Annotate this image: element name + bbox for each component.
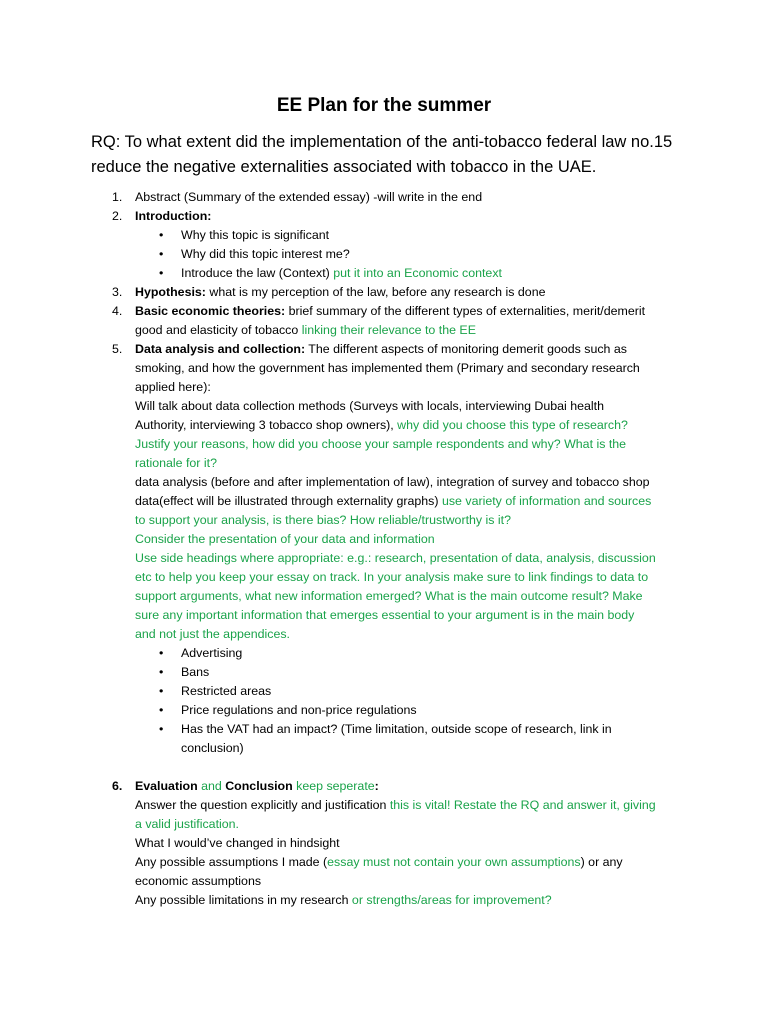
bullet-text: Why this topic is significant — [181, 228, 330, 242]
bullet-text: Bans — [181, 665, 210, 679]
item-text: brief summary of the different types of externalities, merit/demerit — [285, 304, 646, 318]
bullet-icon: • — [159, 684, 164, 698]
comment-note: this is vital! Restate the RQ and answer it, giving — [386, 798, 656, 812]
list-item-abstract — [112, 188, 702, 207]
bullet-icon: • — [159, 228, 164, 242]
bullet-icon: • — [159, 703, 164, 717]
comment-note: rationale for it? — [135, 456, 217, 470]
item-number: 3. — [112, 285, 123, 299]
bullet-text: conclusion) — [181, 741, 244, 755]
rq-line-2: reduce the negative externalities associated with tobacco in the UAE. — [91, 158, 597, 176]
bullet-text: Advertising — [181, 646, 243, 660]
plan-list — [112, 188, 702, 910]
bullet-item — [112, 264, 702, 283]
item-text: The different aspects of monitoring demerit goods such as — [305, 342, 627, 356]
bullet-text: Introduce the law (Context) — [181, 266, 330, 280]
bullet-icon: • — [159, 722, 164, 736]
item-text: good and elasticity of tobacco — [135, 323, 299, 337]
rq-line-1: RQ: To what extent did the implementation of the anti-tobacco federal law no.15 — [91, 133, 673, 151]
list-item-economic-theories — [112, 302, 702, 340]
research-question — [91, 130, 731, 180]
bullet-icon: • — [159, 665, 164, 679]
list-item-evaluation-conclusion — [112, 777, 702, 910]
bullet-item — [112, 644, 702, 663]
comment-note: support arguments, what new information emerged? What is the main outcome result? Make — [135, 589, 643, 603]
item-text: data(effect will be illustrated through externality graphs) — [135, 494, 439, 508]
comment-note: and — [197, 779, 226, 793]
comment-note: Consider the presentation of your data and information — [135, 532, 435, 546]
item-text: smoking, and how the government has implemented them (Primary and secondary research — [135, 361, 640, 375]
bullet-icon: • — [159, 247, 164, 261]
list-item-hypothesis — [112, 283, 702, 302]
comment-note: why did you choose this type of research? — [393, 418, 628, 432]
bullet-item — [112, 226, 702, 245]
comment-note: Justify your reasons, how did you choose your sample respondents and why? What is the — [135, 437, 627, 451]
bullet-text: Restricted areas — [181, 684, 272, 698]
item-text: Answer the question explicitly and justification — [135, 798, 387, 812]
item-label: : — [374, 779, 379, 793]
comment-note: Use side headings where appropriate: e.g.: research, presentation of data, analysis, discussion — [135, 551, 656, 565]
item-label: Data analysis and collection: — [135, 342, 306, 356]
item-text: What I would’ve changed in hindsight — [135, 836, 340, 850]
bullet-icon: • — [159, 646, 164, 660]
bullet-text: Has the VAT had an impact? (Time limitation, outside scope of research, link in — [181, 722, 612, 736]
item-text: what is my perception of the law, before any research is done — [205, 285, 546, 299]
spacer — [112, 758, 702, 777]
comment-note: put it into an Economic context — [329, 266, 502, 280]
item-text: data analysis (before and after implementation of law), integration of survey and tobacco shop — [135, 475, 650, 489]
item-text: Will talk about data collection methods (Surveys with locals, interviewing Dubai health — [135, 399, 605, 413]
item-number: 6. — [112, 779, 123, 793]
comment-note: and not just the appendices. — [135, 627, 290, 641]
comment-note: keep seperate — [292, 779, 375, 793]
item-number: 4. — [112, 304, 123, 318]
comment-note: or strengths/areas for improvement? — [348, 893, 552, 907]
comment-note: to support your analysis, is there bias? How reliable/trustworthy is it? — [135, 513, 512, 527]
bullet-item — [112, 245, 702, 264]
bullet-icon: • — [159, 266, 164, 280]
comment-note: a valid justification. — [135, 817, 239, 831]
item-text: Authority, interviewing 3 tobacco shop owners), — [135, 418, 394, 432]
list-item-introduction — [112, 207, 702, 226]
bullet-item — [112, 720, 702, 758]
item-number: 2. — [112, 209, 123, 223]
bullet-item — [112, 701, 702, 720]
item-label: Hypothesis: — [135, 285, 206, 299]
comment-note: use variety of information and sources — [438, 494, 652, 508]
bullet-text: Price regulations and non-price regulations — [181, 703, 417, 717]
comment-note: sure any important information that emerges essential to your argument is in the main body — [135, 608, 635, 622]
comment-note: essay must not contain your own assumptions — [327, 855, 581, 869]
comment-note: linking their relevance to the EE — [298, 323, 476, 337]
item-text: Any possible limitations in my research — [135, 893, 349, 907]
item-label: Evaluation — [135, 779, 198, 793]
item-number: 5. — [112, 342, 123, 356]
bullet-item — [112, 663, 702, 682]
comment-note: etc to help you keep your essay on track. In your analysis make sure to link findings to data to — [135, 570, 649, 584]
item-text: economic assumptions — [135, 874, 262, 888]
item-text: applied here): — [135, 380, 211, 394]
item-text: ) or any — [580, 855, 623, 869]
bullet-text: Why did this topic interest me? — [181, 247, 350, 261]
list-item-data-analysis — [112, 340, 702, 644]
item-label: Introduction: — [135, 209, 212, 223]
page-title: EE Plan for the summer — [276, 95, 492, 116]
item-label: Conclusion — [225, 779, 293, 793]
item-label: Basic economic theories: — [135, 304, 286, 318]
item-number: 1. — [112, 190, 123, 204]
bullet-item — [112, 682, 702, 701]
item-text: Any possible assumptions I made ( — [135, 855, 328, 869]
item-text: Abstract (Summary of the extended essay) -will write in the end — [135, 190, 483, 204]
